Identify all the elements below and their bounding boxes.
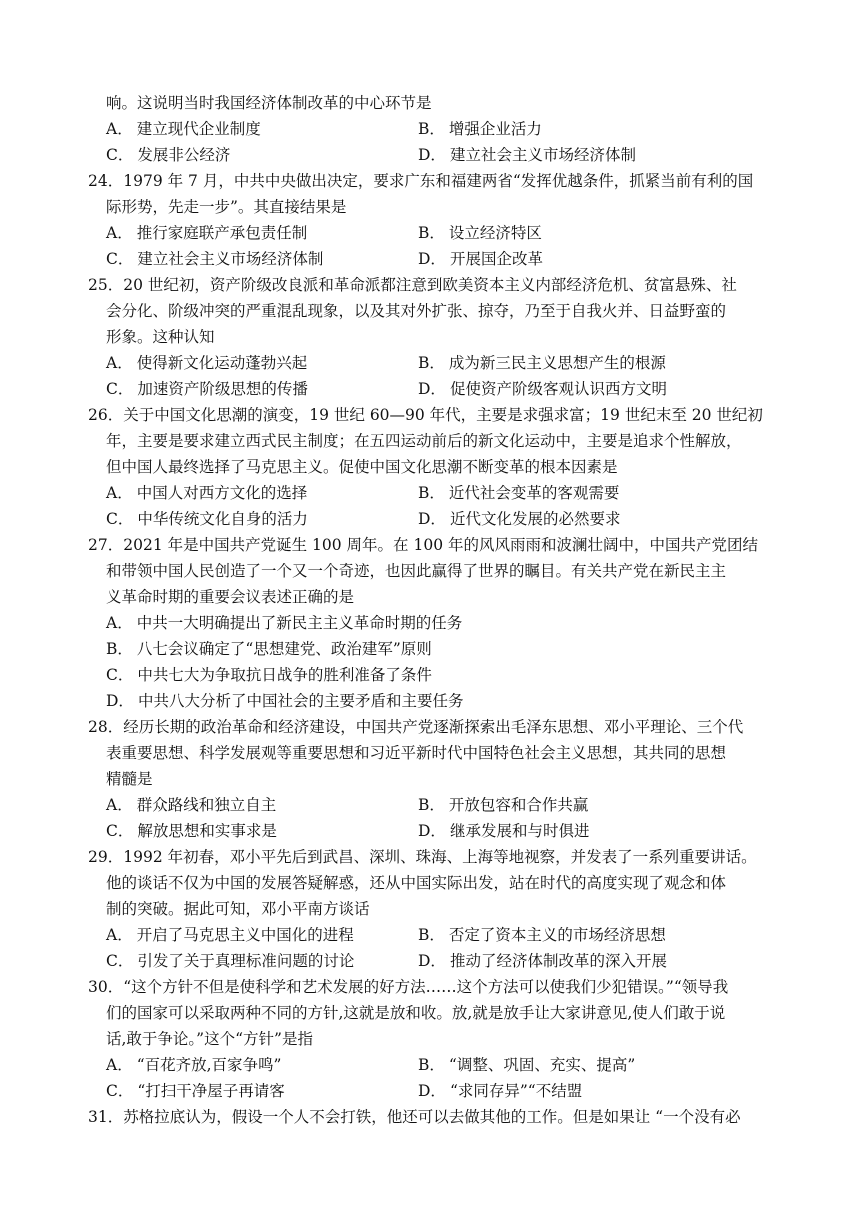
question-28-number: 28． [88,718,124,736]
question-30-option-d[interactable]: D． “求同存异”“不结盟 [418,1082,583,1100]
question-28-stem-line-2: 表重要思想、科学发展观等重要思想和习近平新时代中国特色社会主义思想，其共同的思想 [106,744,727,762]
question-23-options-row-1 [88,116,793,142]
question-28-options-row-1 [88,792,793,818]
question-28-option-a[interactable]: A． 群众路线和独立自主 [106,796,277,814]
question-29 [88,844,793,974]
question-28-stem-line-1: 28．经历长期的政治革命和经济建设，中国共产党逐渐探索出毛泽东思想、邓小平理论、三个代 [88,718,744,736]
question-29-option-c[interactable]: C． 引发了关于真理标准问题的讨论 [106,952,355,970]
question-25-stem-line-1: 25．20 世纪初，资产阶级改良派和革命派都注意到欧美资本主义内部经济危机、贫富悬殊、社 [88,276,737,294]
question-30-option-c[interactable]: C． “打扫干净屋子再请客 [106,1082,285,1100]
question-30-options-row-1 [88,1052,793,1078]
question-24-option-a[interactable]: A． 推行家庭联产承包责任制 [106,224,308,242]
question-25-option-a[interactable]: A． 使得新文化运动蓬勃兴起 [106,354,308,372]
question-25-number: 25． [88,276,124,294]
question-30-option-b[interactable]: B． “调整、巩固、充实、提高” [418,1056,636,1074]
question-29-stem-line-2: 他的谈话不仅为中国的发展答疑解惑，还从中国实际出发，站在时代的高度实现了观念和体 [106,874,727,892]
question-28-stem-line-3: 精髓是 [106,770,153,788]
question-26-option-d[interactable]: D． 近代文化发展的必然要求 [418,510,621,528]
question-31 [88,1104,793,1130]
question-24-option-b[interactable]: B． 设立经济特区 [418,224,542,242]
question-30-stem-line-2: 们的国家可以采取两种不同的方针,这就是放和收。放,就是放手让大家讲意见,使人们敢于说 [106,1004,726,1022]
question-23 [88,90,793,168]
question-23-option-c[interactable]: C． 发展非公经济 [106,146,231,164]
question-25-option-d[interactable]: D． 促使资产阶级客观认识西方文明 [418,380,667,398]
question-27-option-d-row [88,688,793,714]
question-28-option-c[interactable]: C． 解放思想和实事求是 [106,822,277,840]
question-30-stem-line-1: 30．“这个方针不但是使科学和艺术发展的好方法……这个方法可以使我们少犯错误。”“领导我 [88,978,729,996]
question-26-option-b[interactable]: B． 近代社会变革的客观需要 [418,484,620,502]
question-30-options-row-2 [88,1078,793,1104]
question-25-options-row-2 [88,376,793,402]
question-27-stem-line-3: 义革命时期的重要会议表述正确的是 [106,588,355,606]
question-26-option-a[interactable]: A． 中国人对西方文化的选择 [106,484,308,502]
question-28-option-b[interactable]: B． 开放包容和合作共赢 [418,796,589,814]
question-27 [88,532,793,714]
question-25-stem-line-3: 形象。这种认知 [106,328,215,346]
question-29-option-d[interactable]: D． 推动了经济体制改革的深入开展 [418,952,667,970]
question-26-option-c[interactable]: C． 中华传统文化自身的活力 [106,510,308,528]
question-24-option-d[interactable]: D． 开展国企改革 [418,250,543,268]
question-29-options-row-1 [88,922,793,948]
question-27-stem-line-1: 27．2021 年是中国共产党诞生 100 周年。在 100 年的风风雨雨和波澜壮阔中，中国共产党团结 [88,536,758,554]
question-24-number: 24． [88,172,124,190]
question-28 [88,714,793,844]
question-31-stem-line-1: 31．苏格拉底认为，假设一个人不会打铁，他还可以去做其他的工作。但是如果让 “一个没有必 [88,1108,741,1126]
question-26-stem-line-2: 年，主要是要求建立西式民主制度；在五四运动前后的新文化运动中，主要是追求个性解放， [106,432,742,450]
question-27-option-a-row [88,610,793,636]
question-26-options-row-2 [88,506,793,532]
question-27-option-c-row [88,662,793,688]
question-23-option-a[interactable]: A． 建立现代企业制度 [106,120,261,138]
question-24 [88,168,793,272]
question-26 [88,402,793,532]
question-29-number: 29． [88,848,124,866]
question-26-stem-line-1: 26．关于中国文化思潮的演变，19 世纪 60—90 年代，主要是求强求富；19 世纪末至 20 世纪初 [88,406,763,424]
question-25-option-b[interactable]: B． 成为新三民主义思想产生的根源 [418,354,666,372]
question-27-option-a[interactable]: A． 中共一大明确提出了新民主主义革命时期的任务 [106,614,463,632]
question-27-option-c[interactable]: C． 中共七大为争取抗日战争的胜利准备了条件 [106,666,432,684]
question-29-option-b[interactable]: B． 否定了资本主义的市场经济思想 [418,926,666,944]
question-29-option-a[interactable]: A． 开启了马克思主义中国化的进程 [106,926,354,944]
question-27-number: 27． [88,536,124,554]
question-30-option-a[interactable]: A． “百花齐放,百家争鸣” [106,1056,282,1074]
question-23-options-row-2 [88,142,793,168]
question-27-option-b[interactable]: B． 八七会议确定了“思想建党、政治建军”原则 [106,640,432,658]
question-24-stem-line-2: 际形势，先走一步”。其直接结果是 [106,198,347,216]
question-24-option-c[interactable]: C． 建立社会主义市场经济体制 [106,250,324,268]
question-31-number: 31． [88,1108,124,1126]
question-30-stem-line-3: 话,敢于争论。”这个“方针”是指 [106,1030,313,1048]
question-29-options-row-2 [88,948,793,974]
question-23-option-d[interactable]: D． 建立社会主义市场经济体制 [418,146,636,164]
question-28-options-row-2 [88,818,793,844]
question-27-option-b-row [88,636,793,662]
question-27-stem-line-2: 和带领中国人民创造了一个又一个奇迹，也因此赢得了世界的瞩目。有关共产党在新民主主 [106,562,727,580]
question-25-option-c[interactable]: C． 加速资产阶级思想的传播 [106,380,308,398]
question-30-number: 30． [88,978,124,996]
question-26-number: 26． [88,406,124,424]
question-23-option-b[interactable]: B． 增强企业活力 [418,120,542,138]
question-23-stem-tail: 响。这说明当时我国经济体制改革的中心环节是 [106,94,432,112]
question-26-stem-line-3: 但中国人最终选择了马克思主义。促使中国文化思潮不断变革的根本因素是 [106,458,618,476]
question-25 [88,272,793,402]
question-29-stem-line-1: 29．1992 年初春，邓小平先后到武昌、深圳、珠海、上海等地视察，并发表了一系列重要讲话。 [88,848,757,866]
question-25-stem-line-2: 会分化、阶级冲突的严重混乱现象，以及其对外扩张、掠夺，乃至于自我火并、日益野蛮的 [106,302,727,320]
exam-page [88,90,793,1130]
question-24-options-row-2 [88,246,793,272]
question-29-stem-line-3: 制的突破。据此可知，邓小平南方谈话 [106,900,370,918]
question-26-options-row-1 [88,480,793,506]
question-30 [88,974,793,1104]
question-24-options-row-1 [88,220,793,246]
question-24-stem-line-1: 24．1979 年 7 月，中共中央做出决定，要求广东和福建两省“发挥优越条件，抓紧当前有利的国 [88,172,754,190]
question-27-option-d[interactable]: D． 中共八大分析了中国社会的主要矛盾和主要任务 [106,692,464,710]
question-28-option-d[interactable]: D． 继承发展和与时俱进 [418,822,590,840]
question-25-options-row-1 [88,350,793,376]
